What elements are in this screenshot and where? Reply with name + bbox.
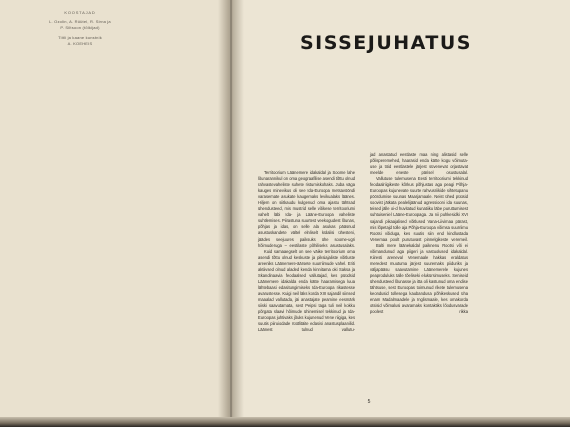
credits-authors-line-2: P. Siltsoon (tõlkijad) xyxy=(60,25,100,30)
credits-design-line: Tiitli ja kaane kunstnik xyxy=(58,35,102,40)
page-number: 5 xyxy=(367,399,371,405)
book-gutter xyxy=(218,0,244,427)
paragraph: Balti mere läänekaldal paiknenu Rootsi või ei võimandunud aga piigeri ja vastuolused idakaldal. Kiiresti areneval Venemaale hakkas eraldatus meredest muutuma järjest suuremaks piiduriks ja väljapääsu saavutamine Läänemerele kujunes peaproduluks talle tõeliseki elukürsimuseks. Seniseid ühendusteed lõunasse ja itta oli kastunud oma endise tähtsuse, sest Euroopas toimunud rikete tulemusena keondusid tollesega kaubandusa põhikeskused üha enam Madalmaadele ja Inglismaale, kes omakorda otsisid võimalusi avaramaks kontaktiks lõodusvarade poolest rikka xyxy=(370,242,468,315)
text-column-right xyxy=(370,152,468,315)
credits-block xyxy=(30,10,130,47)
credits-designer: A. KOEHEIS xyxy=(67,41,93,46)
credits-heading: KOOSTAJAD xyxy=(64,10,96,15)
chapter-title: SISSEJUHATUS xyxy=(300,32,472,54)
credits-authors-line-1: L. Ozolin, A. Rüütel, R. Sirna ja xyxy=(49,19,111,24)
paragraph: Vallutuse tulemusena Eesti territooriumi tekkinud feodaalriigikeste kõrkus põhjustas aga peagi Põhja-Euroopas kujunevate suurte rahvusriikide sihtetupanu pöördumise suunas Maarjamaale. Neist ühed püüsid soovist jätkata pealelijäänud agressiooni ida suunas, teised jälle oi-d huvitatud kunatiiku läbe puruttumisest suhtuiseniel Lääne-Euroopaga. Ja nii puhkesidki XVI sajandi pikaajalised võitlused Vana-Liivimaa pärast, mis lõpetajd tolle aja Põhja-Euroopa võimsa suurriimu Rootsi võiduga, kes suutis siin end kindlustada Venemaa poolt purutuvast pinnelgikeste veremeil. xyxy=(370,176,468,242)
paragraph: Territoorium Läänemere idakaldal ja Soome lahe lõunarannikul on oma geograafilise asendi tõttu olnud rahvastevaheliste suhete ristumiskohaks. Juba väga kauges minevikus oli see Ida-Euroopa metsavööndi varasemate asukate kaugemaks levikualaks läänes. Hiljem on siitkaudu kulgenud oma ajastu tähtsad ühendusteed, mis mustrid selle võikese territooriumi vahelt läbi Ida- ja Lääne-Euroopa vaheliste suhtlemises. Piirastuna suurtest veekogudest lõunas, põhjas ja idas, on selle ala asukas pääsnud asustuskandete vältel elnliselt külalisi ühesteni, jäädes seejuures paiksuks ühe soome-ugri hõimuderuga – eestilaste põhiliseks asustusalaks. xyxy=(258,170,355,248)
text-column-left xyxy=(258,170,355,333)
paragraph: jad anastatud eestlaste maa ning alistasid selle põlisperemehed, haarasid enda kätte kogu võimutause ja töid eestlastele järjest süvenevat orjastavat meelde eneste pärisel osustusalal. xyxy=(370,152,468,176)
page-bottom-edge xyxy=(0,417,570,427)
left-page xyxy=(0,0,229,427)
paragraph: Kuid samaaegselt on see väike territoorium oma asendi tõttu olnud keskuste ja piksiajaliste võitluste areeniks Läänemere-äärsete suurriimude vahel. Eriti aktiivsed olnud aladed kenda kinnitama oki Saksa ja Skandinaavia feodaalsed vallutajad, kes püüdsid Läänemere idakalda enda kätte haaramisega luua lähtebaasi edasitungimiseks Ida-Euroopa rikastesse avarustesse. Kuigi neil läks korda XIII sajandil siinsed maaalad vallutada, jäi anastajate peamine eesmärk siiski saavutamata, sest Peipsi taga tuli neil kokku põrgata slaavi hõimude ühinemisel tekkinud ja Ida-Euroopas juhtivaks jõuks kujunenud Vene riigiga, kes suutis piiruiodade rüütlitäite edasisi anastusplaanilid. Läänest tulnud vallutu- xyxy=(258,248,355,333)
